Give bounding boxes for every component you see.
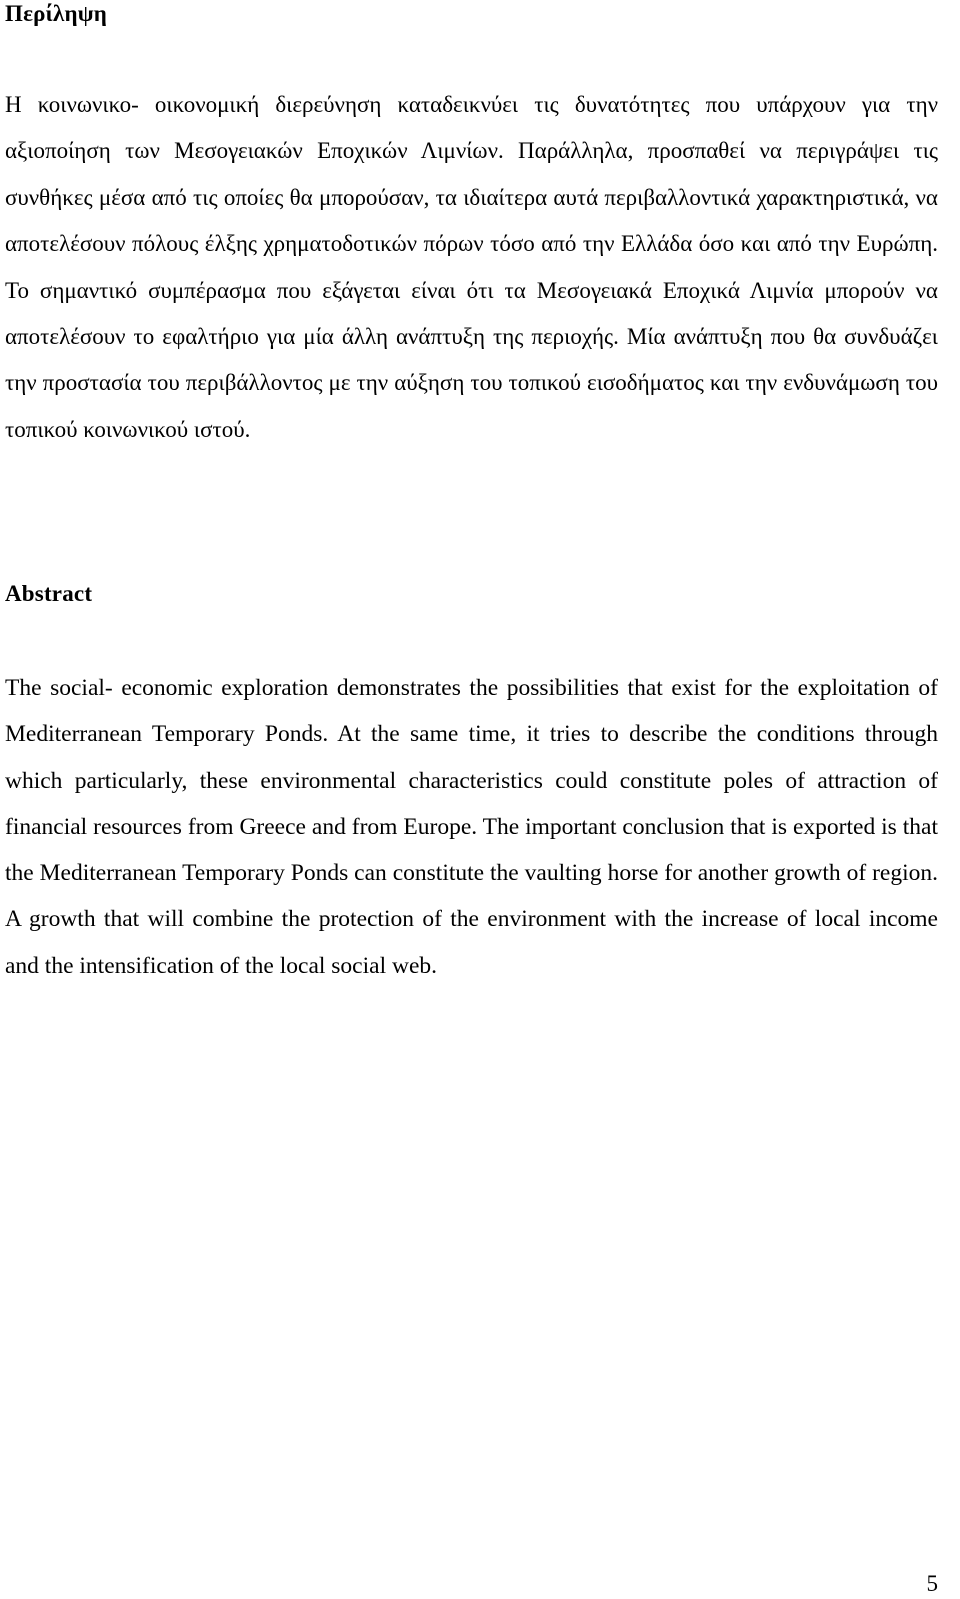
- english-abstract-paragraph: The social- economic exploration demonstrates the possibilities that exist for the exploitation of Mediterranean Temporary Ponds. At the same time, it tries to describe the conditions through which particularly, these environmental characteristics could constitute poles of attraction of financial resources from Greece and from Europe. The important conclusion that is exported is that the Mediterranean Temporary Ponds can constitute the vaulting horse for another growth of region. A growth that will combine the protection of the environment with the increase of local income and the intensification of the local social web.: [5, 675, 938, 979]
- greek-abstract-paragraph: Η κοινωνικο- οικονομική διερεύνηση καταδεικνύει τις δυνατότητες που υπάρχουν για την αξιοποίηση των Μεσογειακών Εποχικών Λιμνίων. Παράλληλα, προσπαθεί να περιγράψει τις συνθήκες μέσα από τις οποίες θα μπορούσαν, τα ιδιαίτερα αυτά περιβαλλοντικά χαρακτηριστικά, να αποτελέσουν πόλους έλξης χρηματοδοτικών πόρων τόσο από την Ελλάδα όσο και από την Ευρώπη. Το σημαντικό συμπέρασμα που εξάγεται είναι ότι τα Μεσογειακά Εποχικά Λιμνία μπορούν να αποτελέσουν το εφαλτήριο για μία άλλη ανάπτυξη της περιοχής. Μία ανάπτυξη που θα συνδυάζει την προστασία του περιβάλλοντος με την αύξηση του τοπικού εισοδήματος και την ενδυνάμωση του τοπικού κοινωνικού ιστού.: [5, 92, 938, 442]
- greek-abstract-heading: Περίληψη: [5, 1, 108, 26]
- page-number: 5: [926, 1571, 938, 1596]
- english-abstract-heading: Abstract: [5, 581, 93, 606]
